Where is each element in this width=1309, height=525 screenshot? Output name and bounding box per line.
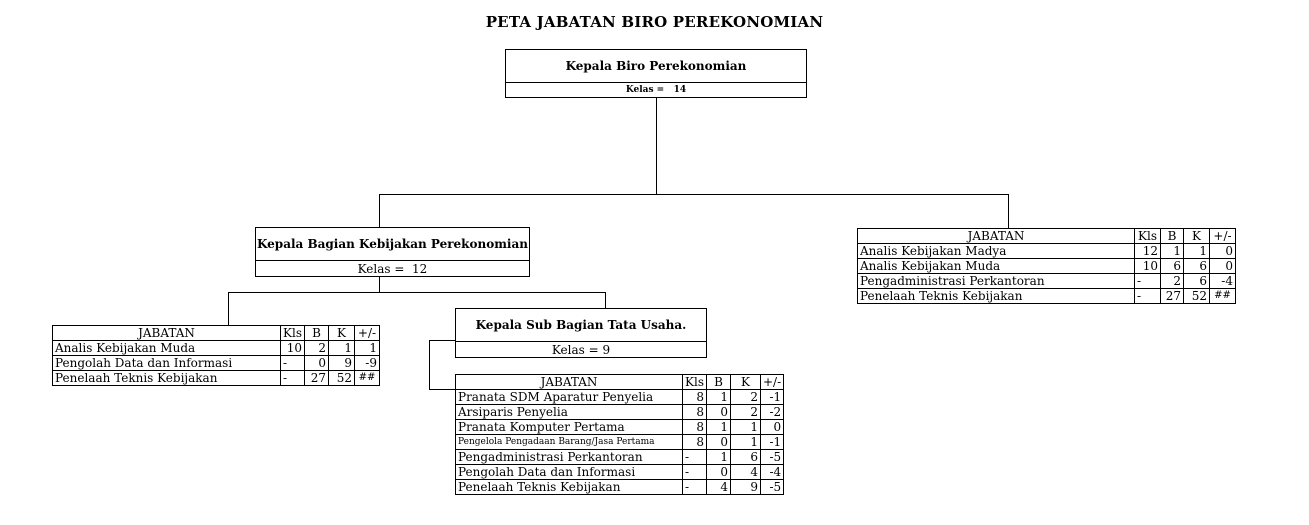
cell-k: 6 (1184, 259, 1210, 274)
cell-b: 4 (707, 480, 731, 495)
cell-jabatan: Penelaah Teknis Kebijakan (53, 371, 281, 386)
jabatan-table-bagian (52, 325, 380, 386)
cell-b: 6 (1161, 259, 1184, 274)
cell-pm: ## (1210, 289, 1236, 304)
cell-pm: -1 (761, 390, 784, 405)
col-header-k: K (329, 326, 355, 341)
cell-k: 1 (731, 420, 761, 435)
cell-k: 52 (1184, 289, 1210, 304)
table-row (456, 390, 784, 405)
cell-b: 2 (305, 341, 329, 356)
cell-jabatan: Analis Kebijakan Muda (53, 341, 281, 356)
cell-k: 6 (731, 450, 761, 465)
connector-line (228, 292, 229, 325)
cell-kls: - (281, 356, 305, 371)
table-row (53, 371, 380, 386)
col-header-jabatan: JABATAN (53, 326, 281, 341)
cell-b: 2 (1161, 274, 1184, 289)
col-header-b: B (305, 326, 329, 341)
kelas-value: 14 (673, 85, 687, 95)
cell-pm: -1 (761, 435, 784, 450)
cell-kls: 8 (683, 390, 707, 405)
cell-jabatan: Pengelola Pengadaan Barang/Jasa Pertama (456, 435, 683, 450)
cell-pm: -5 (761, 450, 784, 465)
table-row (456, 420, 784, 435)
cell-jabatan: Pengadministrasi Perkantoran (456, 450, 683, 465)
connector-line (429, 340, 456, 341)
cell-kls: - (1135, 289, 1161, 304)
cell-b: 1 (1161, 244, 1184, 259)
kepala-subbag-title: Kepala Sub Bagian Tata Usaha. (456, 309, 706, 342)
cell-k: 4 (731, 465, 761, 480)
table-row (456, 435, 784, 450)
cell-b: 1 (707, 420, 731, 435)
cell-b: 27 (1161, 289, 1184, 304)
connector-line (429, 389, 456, 390)
col-header-kls: Kls (281, 326, 305, 341)
connector-line (228, 292, 606, 293)
col-header-b: B (1161, 229, 1184, 244)
connector-line (656, 97, 657, 194)
table-header-row (53, 326, 380, 341)
connector-line (605, 292, 606, 308)
kepala-biro-title: Kepala Biro Perekonomian (506, 50, 806, 83)
col-header-kls: Kls (683, 375, 707, 390)
cell-pm: -4 (1210, 274, 1236, 289)
cell-b: 0 (707, 405, 731, 420)
cell-jabatan: Penelaah Teknis Kebijakan (456, 480, 683, 495)
cell-kls: 10 (281, 341, 305, 356)
table-header-row (858, 229, 1236, 244)
cell-kls: - (1135, 274, 1161, 289)
col-header-jabatan: JABATAN (858, 229, 1135, 244)
cell-jabatan: Penelaah Teknis Kebijakan (858, 289, 1135, 304)
connector-line (429, 340, 430, 389)
cell-k: 2 (731, 405, 761, 420)
cell-kls: - (683, 480, 707, 495)
cell-jabatan: Analis Kebijakan Muda (858, 259, 1135, 274)
col-header-k: K (731, 375, 761, 390)
table-row (456, 480, 784, 495)
cell-pm: -9 (355, 356, 380, 371)
cell-k: 6 (1184, 274, 1210, 289)
col-header-jabatan: JABATAN (456, 375, 683, 390)
table-row (456, 450, 784, 465)
cell-pm: -5 (761, 480, 784, 495)
cell-kls: - (281, 371, 305, 386)
connector-line (379, 276, 380, 292)
cell-jabatan: Pranata SDM Aparatur Penyelia (456, 390, 683, 405)
jabatan-table-subbag (455, 374, 784, 495)
cell-kls: 8 (683, 435, 707, 450)
cell-pm: 1 (355, 341, 380, 356)
table-row (53, 356, 380, 371)
cell-kls: 8 (683, 420, 707, 435)
page-title: PETA JABATAN BIRO PEREKONOMIAN (485, 13, 824, 31)
cell-pm: 0 (761, 420, 784, 435)
kepala-subbag-box (455, 308, 707, 358)
cell-jabatan: Pranata Komputer Pertama (456, 420, 683, 435)
cell-kls: 8 (683, 405, 707, 420)
cell-k: 2 (731, 390, 761, 405)
cell-pm: -4 (761, 465, 784, 480)
cell-pm: ## (355, 371, 380, 386)
cell-kls: 10 (1135, 259, 1161, 274)
cell-pm: 0 (1210, 244, 1236, 259)
kepala-subbag-kelas: Kelas = 9 (551, 342, 611, 357)
table-header-row (456, 375, 784, 390)
cell-jabatan: Pengolah Data dan Informasi (456, 465, 683, 480)
cell-k: 52 (329, 371, 355, 386)
cell-b: 1 (707, 390, 731, 405)
table-row (858, 244, 1236, 259)
table-row (858, 289, 1236, 304)
col-header-kls: Kls (1135, 229, 1161, 244)
connector-line (379, 194, 380, 228)
col-header-plusminus: +/- (1210, 229, 1236, 244)
table-row (456, 465, 784, 480)
cell-k: 1 (1184, 244, 1210, 259)
kelas-label: Kelas = (625, 85, 665, 95)
cell-b: 0 (305, 356, 329, 371)
table-row (858, 274, 1236, 289)
cell-b: 27 (305, 371, 329, 386)
cell-k: 9 (329, 356, 355, 371)
cell-jabatan: Pengolah Data dan Informasi (53, 356, 281, 371)
cell-jabatan: Pengadministrasi Perkantoran (858, 274, 1135, 289)
cell-jabatan: Arsiparis Penyelia (456, 405, 683, 420)
kepala-bagian-title: Kepala Bagian Kebijakan Perekonomian (256, 228, 529, 261)
table-row (53, 341, 380, 356)
cell-b: 1 (707, 450, 731, 465)
jabatan-table-biro (857, 228, 1236, 304)
cell-b: 0 (707, 435, 731, 450)
col-header-k: K (1184, 229, 1210, 244)
connector-line (1008, 194, 1009, 228)
kepala-biro-box (505, 49, 807, 98)
table-row (858, 259, 1236, 274)
cell-pm: 0 (1210, 259, 1236, 274)
kepala-biro-kelas (506, 83, 806, 97)
cell-pm: -2 (761, 405, 784, 420)
col-header-plusminus: +/- (355, 326, 380, 341)
connector-line (379, 194, 1009, 195)
col-header-b: B (707, 375, 731, 390)
kepala-bagian-kelas: Kelas = 12 (357, 261, 428, 276)
table-row (456, 405, 784, 420)
cell-kls: 12 (1135, 244, 1161, 259)
kepala-bagian-box (255, 227, 530, 277)
col-header-plusminus: +/- (761, 375, 784, 390)
cell-k: 9 (731, 480, 761, 495)
cell-jabatan: Analis Kebijakan Madya (858, 244, 1135, 259)
cell-kls: - (683, 450, 707, 465)
cell-b: 0 (707, 465, 731, 480)
cell-k: 1 (329, 341, 355, 356)
cell-k: 1 (731, 435, 761, 450)
cell-kls: - (683, 465, 707, 480)
